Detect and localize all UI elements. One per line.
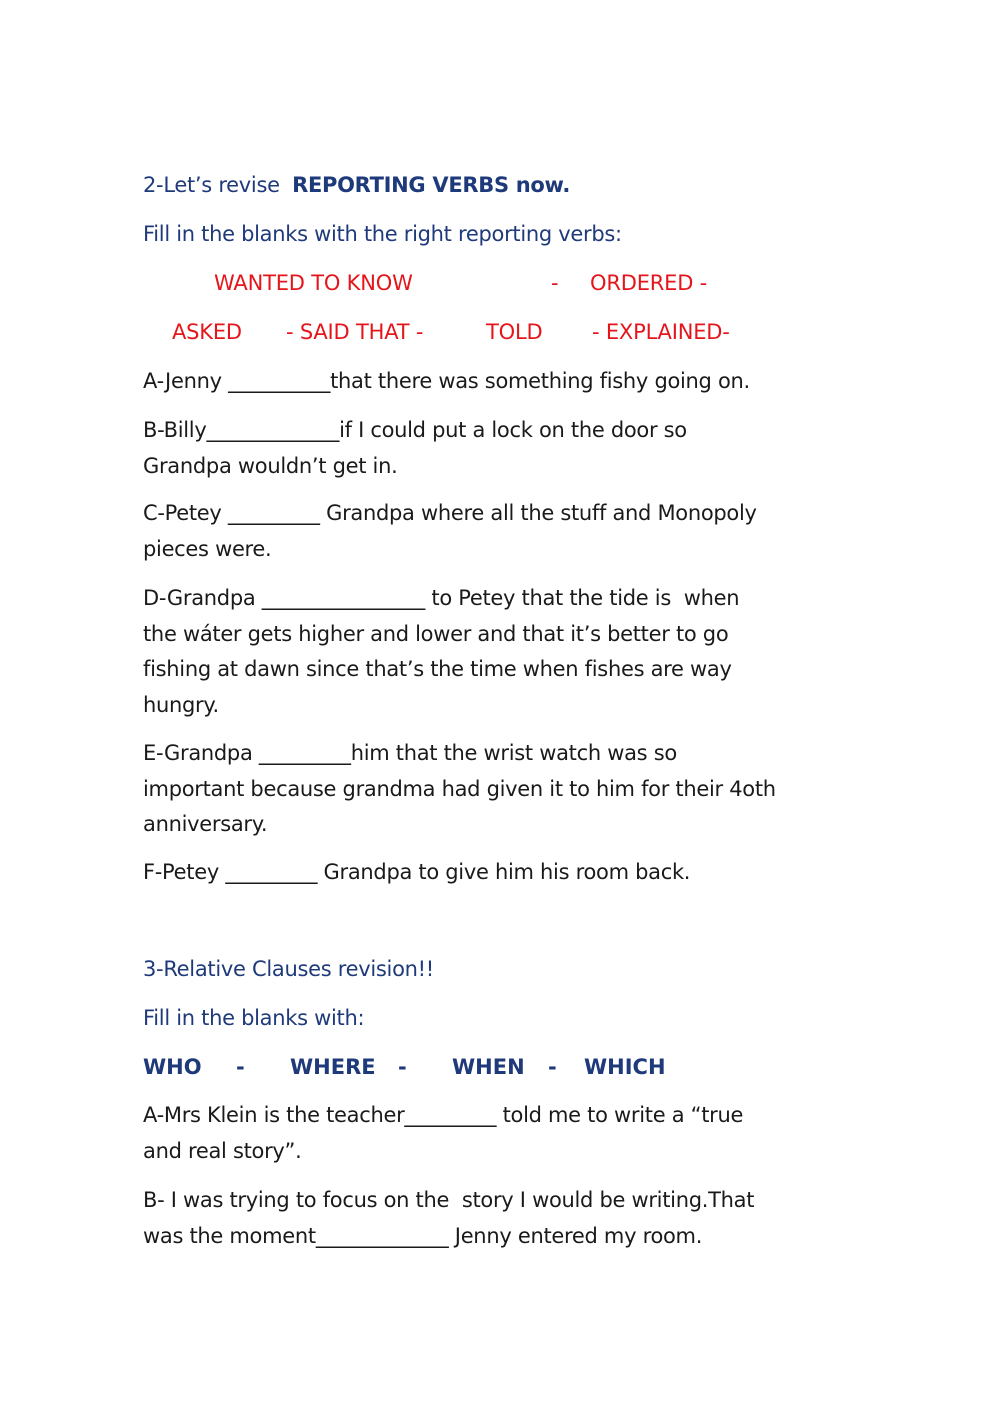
word-asked: ASKED [172, 320, 242, 344]
section2-title-prefix: 2-Let’s revise [143, 173, 280, 197]
sentence-d-line1: D-Grandpa ________________ to Petey that the tide is when [143, 586, 740, 610]
sentence-c [143, 496, 858, 567]
relative-sentence-b-line2: was the moment_____________ Jenny entered my room. [143, 1223, 703, 1248]
section2-title [143, 168, 570, 203]
relative-sentence-b [143, 1183, 858, 1254]
word-when: WHEN [452, 1055, 525, 1079]
word-ordered: ORDERED - [590, 271, 708, 295]
sentence-e-line2: important because grandma had given it to him for their 4oth [143, 776, 776, 801]
sentence-b [143, 413, 858, 484]
sentence-b-line2: Grandpa wouldn’t get in. [143, 453, 398, 478]
relative-sentence-b-line1: B- I was trying to focus on the story I would be writing.That [143, 1188, 755, 1212]
word-bank-dash: - [548, 1055, 557, 1079]
sentence-b-line1: B-Billy_____________if I could put a lock on the door so [143, 418, 687, 442]
sentence-f-line1: F-Petey _________ Grandpa to give him his room back. [143, 860, 691, 884]
sentence-c-line2: pieces were. [143, 536, 272, 561]
word-explained: - EXPLAINED- [592, 320, 730, 344]
word-bank-dash: - [551, 271, 559, 295]
word-wanted-to-know: WANTED TO KNOW [214, 271, 413, 295]
word-which: WHICH [584, 1055, 666, 1079]
section3-instruction: Fill in the blanks with: [143, 1006, 365, 1030]
sentence-d [143, 581, 858, 723]
word-where: WHERE [290, 1055, 376, 1079]
section2-instruction: Fill in the blanks with the right reporting verbs: [143, 222, 622, 246]
word-who: WHO [143, 1055, 202, 1079]
sentence-d-line2: the wáter gets higher and lower and that it’s better to go [143, 621, 729, 646]
word-told: TOLD [486, 320, 543, 344]
sentence-e [143, 736, 858, 843]
section2-title-bold: REPORTING VERBS now. [292, 173, 570, 197]
sentence-d-line4: hungry. [143, 692, 219, 717]
sentence-d-line3: fishing at dawn since that’s the time when fishes are way [143, 657, 732, 681]
sentence-e-line3: anniversary. [143, 812, 268, 836]
word-bank-dash: - [398, 1055, 407, 1079]
section3-title: 3-Relative Clauses revision!! [143, 957, 434, 981]
word-said-that: - SAID THAT - [286, 320, 424, 344]
sentence-f [143, 855, 858, 891]
sentence-a [143, 364, 858, 400]
relative-sentence-a-line2: and real story”. [143, 1138, 302, 1163]
sentence-e-line1: E-Grandpa _________him that the wrist watch was so [143, 741, 677, 765]
sentence-a-line1: A-Jenny __________that there was something fishy going on. [143, 369, 750, 393]
relative-sentence-a [143, 1098, 858, 1169]
relative-sentence-a-line1: A-Mrs Klein is the teacher_________ told me to write a “true [143, 1103, 744, 1127]
sentence-c-line1: C-Petey _________ Grandpa where all the stuff and Monopoly [143, 501, 757, 525]
word-bank-dash: - [236, 1055, 245, 1079]
